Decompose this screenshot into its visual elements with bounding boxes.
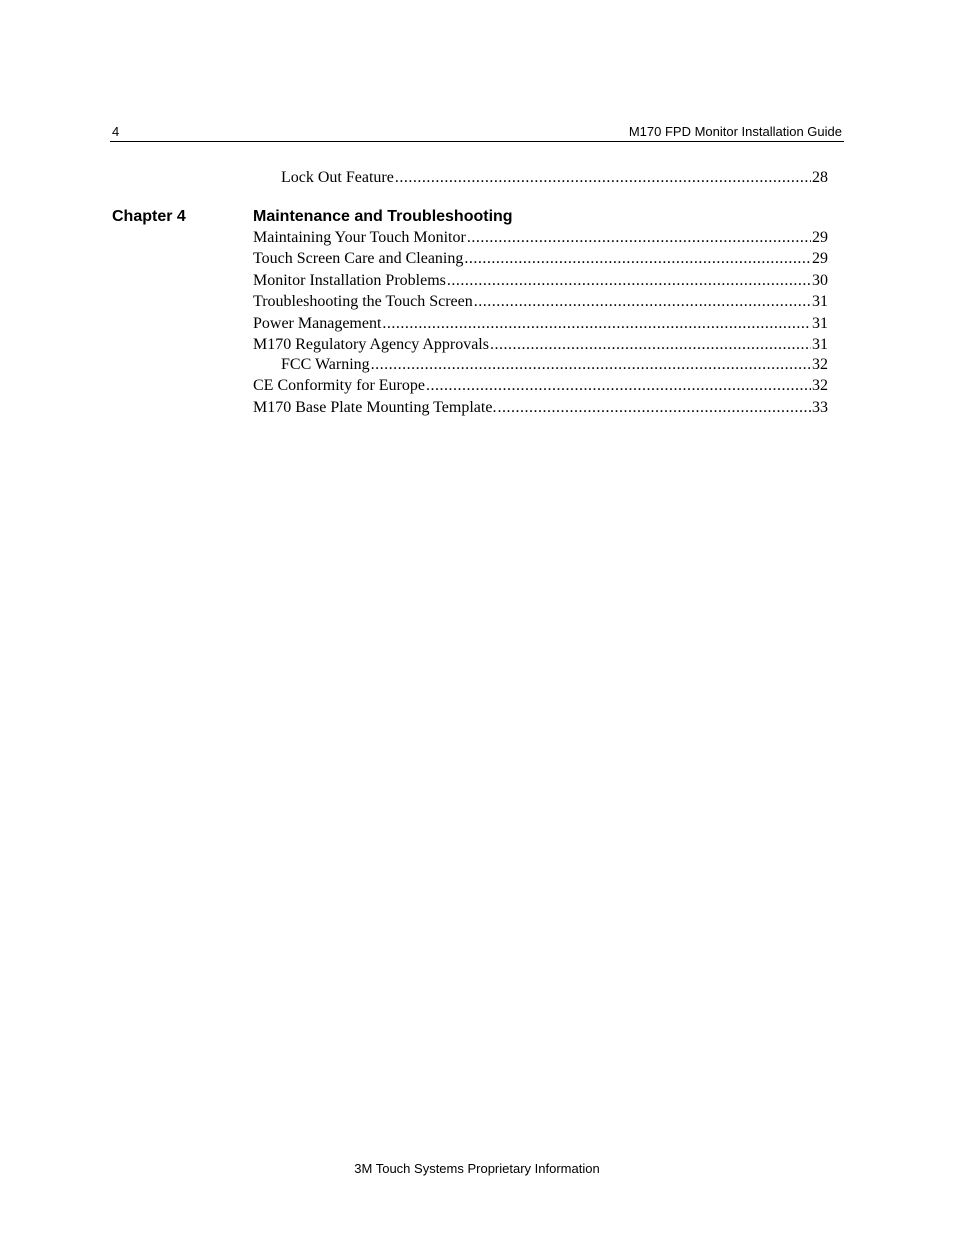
toc-entry[interactable]	[253, 314, 828, 334]
toc-page-number: 28	[812, 169, 828, 186]
toc-entry-text: FCC Warning	[281, 356, 370, 373]
toc-page-number: 31	[812, 315, 828, 332]
toc-entry[interactable]	[253, 271, 828, 291]
toc-page-number: 29	[812, 250, 828, 267]
chapter-title: Maintenance and Troubleshooting	[253, 208, 513, 225]
toc-page-number: 30	[812, 272, 828, 289]
toc-entry-text: Troubleshooting the Touch Screen	[253, 293, 473, 310]
document-title: M170 FPD Monitor Installation Guide	[628, 124, 842, 139]
dot-leader	[497, 398, 811, 418]
toc-page-number: 31	[812, 293, 828, 310]
dot-leader	[395, 168, 811, 188]
dot-leader	[490, 335, 811, 355]
toc-entry[interactable]	[253, 228, 828, 248]
toc-page-number: 32	[812, 377, 828, 394]
chapter-heading	[112, 207, 832, 227]
toc-page-number: 29	[812, 229, 828, 246]
dot-leader	[382, 314, 811, 334]
toc-entry[interactable]	[253, 376, 828, 396]
toc-entry-text: M170 Base Plate Mounting Template.	[253, 399, 497, 416]
toc-entry-text: CE Conformity for Europe	[253, 377, 425, 394]
toc-entry[interactable]	[253, 335, 828, 355]
toc-entry-text: Maintaining Your Touch Monitor	[253, 229, 466, 246]
toc-entry[interactable]	[253, 398, 828, 418]
toc-entry[interactable]	[253, 249, 828, 269]
toc-page-number: 33	[812, 399, 828, 416]
toc-entry-text: Power Management	[253, 315, 382, 332]
page-header	[110, 123, 844, 142]
dot-leader	[447, 271, 811, 291]
dot-leader	[464, 249, 811, 269]
toc-entry-text: Touch Screen Care and Cleaning	[253, 250, 464, 267]
toc-page-number: 31	[812, 336, 828, 353]
dot-leader	[371, 355, 811, 375]
dot-leader	[467, 228, 811, 248]
toc-page-number: 32	[812, 356, 828, 373]
toc-entry-text: Monitor Installation Problems	[253, 272, 446, 289]
toc-entry[interactable]	[253, 292, 828, 312]
page-number: 4	[112, 124, 120, 139]
dot-leader	[474, 292, 811, 312]
toc-entry-lock-out-feature[interactable]	[281, 168, 828, 188]
page-footer: 3M Touch Systems Proprietary Information	[354, 1161, 600, 1176]
toc-entry-text: M170 Regulatory Agency Approvals	[253, 336, 489, 353]
toc-entry[interactable]	[281, 355, 828, 375]
dot-leader	[426, 376, 811, 396]
toc-entry-text: Lock Out Feature	[281, 169, 394, 186]
chapter-label: Chapter 4	[112, 208, 186, 225]
